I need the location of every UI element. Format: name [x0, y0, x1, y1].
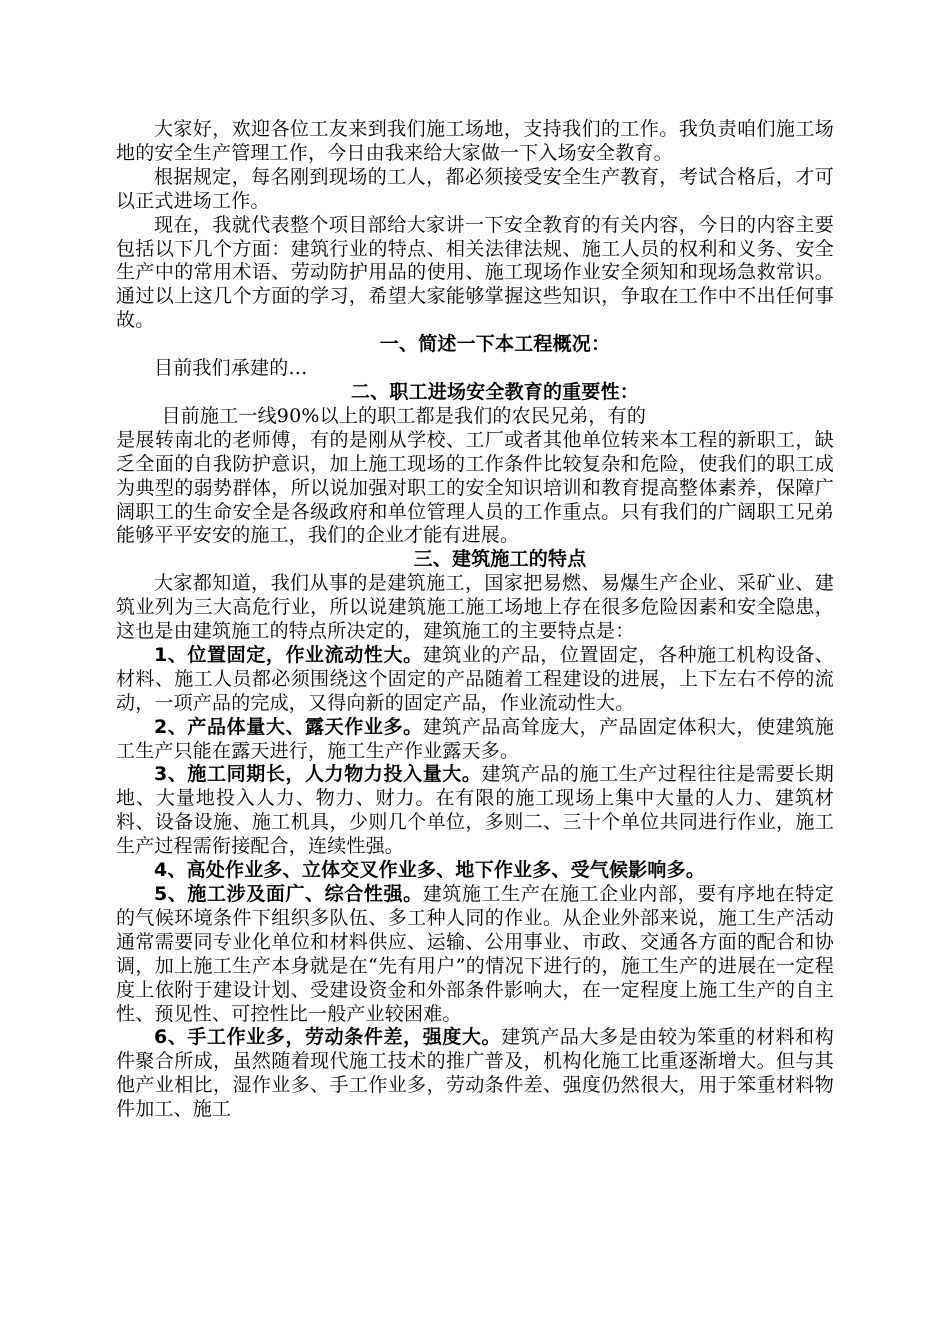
intro-paragraph-1: 大家好，欢迎各位工友来到我们施工场地，支持我们的工作。我负责咱们施工场地的安全生产管理工作，今日由我来给大家做一下入场安全教育。 — [116, 118, 834, 164]
feature-item-2-title: 2、产品体量大、露天作业多。 — [154, 715, 423, 738]
section-1-heading: 一、简述一下本工程概况： — [379, 333, 611, 356]
feature-item-5 — [116, 883, 834, 1026]
document-page — [116, 118, 834, 1122]
intro-paragraph-3: 现在，我就代表整个项目部给大家讲一下安全教育的有关内容，今日的内容主要包括以下几个方面：建筑行业的特点、相关法律法规、施工人员的权利和义务、安全生产中的常用术语、劳动防护用品的使用、施工现场作业安全须知和现场急救常识。通过以上这几个方面的学习，希望大家能够掌握这些知识，争取在工作中不出任何事故。 — [116, 213, 834, 332]
feature-item-6 — [116, 1026, 834, 1122]
intro-paragraph-2: 根据规定，每名刚到现场的工人，都必须接受安全生产教育，考试合格后，才可以正式进场工作。 — [116, 165, 834, 212]
feature-item-4 — [116, 859, 834, 883]
feature-item-4-title: 4、高处作业多、立体交叉作业多、地下作业多、受气候影响多。 — [154, 859, 706, 882]
feature-item-3-body: 建筑产品的施工生产过程往往是需要长期地、大量地投入人力、物力、财力。在有限的施工现场上集中大量的人力、建筑材料、设备设施、施工机具，少则几个单位，多则二、三十个单位共同进行作业，施工生产过程需衔接配合，连续性强。 — [116, 763, 834, 858]
feature-item-1-title: 1、位置固定，作业流动性大。 — [154, 643, 423, 666]
section-1-body: 目前我们承建的… — [154, 357, 308, 380]
feature-item-6-body: 建筑产品大多是由较为笨重的材料和构件聚合所成，虽然随着现代施工技术的推广普及，机构化施工比重逐渐增大。但与其他产业相比，湿作业多、手工作业多，劳动条件差、强度仍然很大，用于笨重材料物件加工、施工 — [116, 1026, 834, 1121]
feature-item-3-title: 3、施工同期长，人力物力投入量大。 — [154, 763, 482, 786]
section-3-intro: 大家都知道，我们从事的是建筑施工，国家把易燃、易爆生产企业、采矿业、建筑业列为三大高危行业，所以说建筑施工施工场地上存在很多危险因素和安全隐患，这也是由建筑施工的特点所决定的，建筑施工的主要特点是： — [116, 572, 834, 643]
feature-item-5-body: 建筑施工生产在施工企业内部，要有序地在特定的气候环境条件下组织多队伍、多工种人同的作业。从企业外部来说，施工生产活动通常需要同专业化单位和材料供应、运输、公用事业、市政、交通各方面的配合和协调，加上施工生产本身就是在“先有用户”的情况下进行的，施工生产的进展在一定程度上依附于建设计划、受建设资金和外部条件影响大，在一定程度上施工生产的自主性、预见性、可控性比一般产业较困难。 — [116, 883, 835, 1025]
section-2-body: 是展转南北的老师傅，有的是刚从学校、工厂或者其他单位转来本工程的新职工，缺乏全面的自我防护意识，加上施工现场的工作条件比较复杂和危险，使我们的职工成为典型的弱势群体，所以说加强对职工的安全知识培训和教育提高整体素养，保障广阔职工的生命安全是各级政府和单位管理人员的工作重点。只有我们的广阔职工兄弟能够平平安安的施工，我们的企业才能有进展。 — [116, 428, 834, 547]
feature-item-1-body: 建筑业的产品，位置固定，各种施工机构设备、材料、施工人员都必须围绕这个固定的产品随着工程建设的进展，上下左右不停的流动，一项产品的完成，又得向新的固定产品，作业流动性大。 — [116, 643, 835, 714]
section-2-body-first-line: 目前施工一线90%以上的职工都是我们的农民兄弟，有的 — [161, 404, 647, 427]
section-3-heading: 三、建筑施工的特点 — [413, 548, 587, 571]
feature-item-6-title: 6、手工作业多，劳动条件差，强度大。 — [154, 1026, 502, 1049]
feature-item-2 — [116, 716, 834, 764]
section-2-heading: 二、职工进场安全教育的重要性： — [350, 380, 639, 403]
feature-item-3 — [116, 763, 834, 859]
feature-item-2-body: 建筑产品高耸庞大，产品固定体积大，使建筑施工生产只能在露天进行，施工生产作业露天多。 — [116, 715, 835, 762]
feature-item-5-title: 5、施工涉及面广、综合性强。 — [154, 883, 423, 905]
feature-item-1 — [116, 644, 834, 716]
